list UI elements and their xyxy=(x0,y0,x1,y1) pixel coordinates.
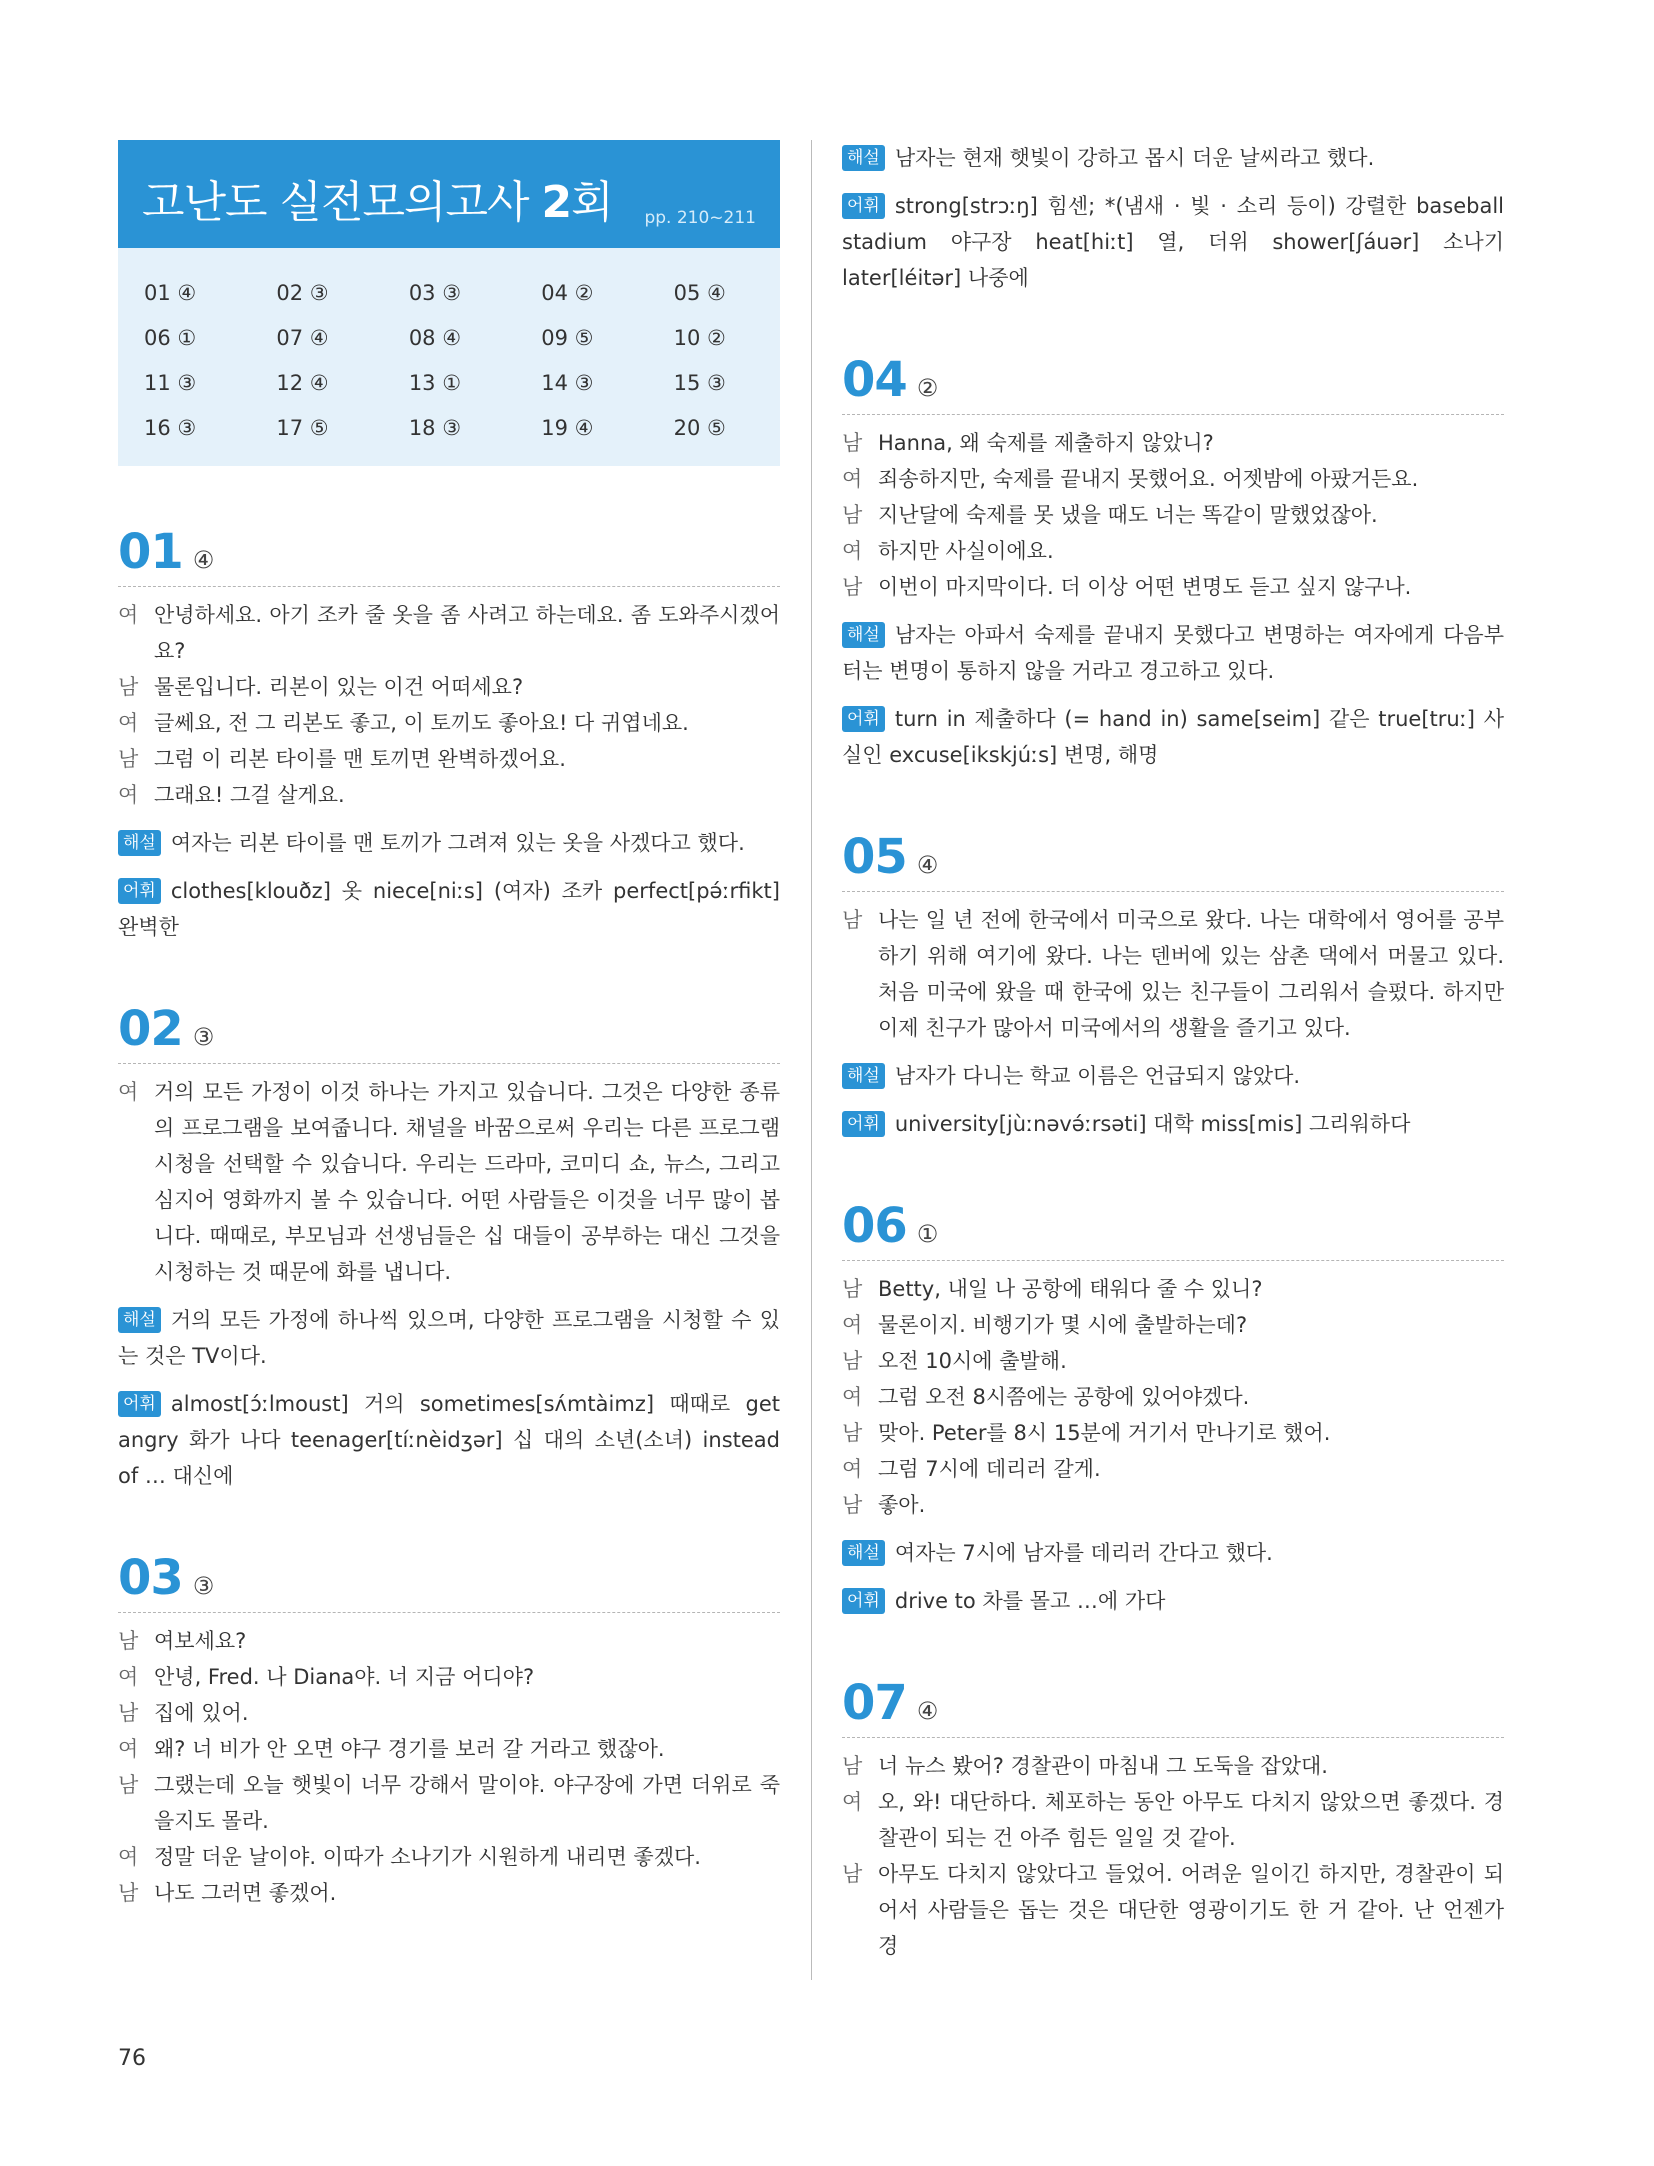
question-section xyxy=(118,524,780,945)
note-paragraph xyxy=(842,1058,1504,1094)
question-number xyxy=(118,1550,780,1613)
dialogue-line xyxy=(118,1875,780,1911)
answer-cell: 12 ④ xyxy=(276,370,329,395)
note-text: university[jùːnəvə́ːrsəti] 대학 miss[mis] 그리워하다 xyxy=(894,1112,1411,1136)
dialogue-line xyxy=(842,569,1504,605)
dialogue-text: 거의 모든 가정이 이것 하나는 가지고 있습니다. 그것은 다양한 종류의 프로그램을 보여줍니다. 채널을 바꿈으로써 우리는 다른 프로그램 시청을 선택할 수 있습니다. 우리는 드라마, 코미디 쇼, 뉴스, 그리고 심지어 영화까지 볼 수 있습니다. 어떤 사람들은 이것을 너무 많이 봅니다. 때때로, 부모님과 선생님들은 십 대들이 공부하는 대신 그것을 시청하는 것 때문에 화를 냅니다. xyxy=(154,1080,780,1284)
answer-mark: ④ xyxy=(192,546,215,574)
speaker-label: 여 xyxy=(118,1737,139,1761)
explanation-badge: 해설 xyxy=(118,1307,161,1333)
speaker-label: 남 xyxy=(842,575,863,599)
question-section xyxy=(118,1550,780,1911)
dialogue-line xyxy=(842,1748,1504,1784)
left-column xyxy=(118,140,780,1911)
test-header xyxy=(118,140,780,248)
note-text: 남자는 현재 햇빛이 강하고 몹시 더운 날씨라고 했다. xyxy=(894,146,1375,170)
dialogue-text: Betty, 내일 나 공항에 태워다 줄 수 있니? xyxy=(878,1277,1263,1301)
question-number-text: 04 xyxy=(842,352,907,408)
question-number xyxy=(118,524,780,587)
speaker-label: 남 xyxy=(842,1493,863,1517)
question-number-text: 01 xyxy=(118,524,183,580)
vocabulary-badge: 어휘 xyxy=(842,1111,885,1137)
note-text: drive to 차를 몰고 …에 가다 xyxy=(894,1589,1166,1613)
dialogue-line xyxy=(842,533,1504,569)
speaker-label: 남 xyxy=(118,1701,139,1725)
dialogue-line xyxy=(118,777,780,813)
explanation-badge: 해설 xyxy=(842,145,885,171)
dialogue-line xyxy=(842,1379,1504,1415)
speaker-label: 여 xyxy=(842,1313,863,1337)
answer-row xyxy=(118,360,780,405)
answer-cell: 19 ④ xyxy=(541,415,594,440)
question-number xyxy=(842,1675,1504,1738)
dialogue-line xyxy=(842,1856,1504,1964)
note-text: 남자가 다니는 학교 이름은 언급되지 않았다. xyxy=(894,1064,1301,1088)
answer-mark: ③ xyxy=(192,1023,215,1051)
column-divider xyxy=(811,140,812,1980)
answer-cell: 14 ③ xyxy=(541,370,594,395)
speaker-label: 여 xyxy=(118,1080,139,1104)
dialogue-text: 여보세요? xyxy=(154,1629,247,1653)
dialogue-line xyxy=(118,1659,780,1695)
answer-cell: 16 ③ xyxy=(144,415,197,440)
dialogue-line xyxy=(842,1271,1504,1307)
dialogue-line xyxy=(842,1487,1504,1523)
speaker-label: 남 xyxy=(118,1881,139,1905)
dialogue-line xyxy=(842,1784,1504,1856)
question-number-text: 06 xyxy=(842,1198,907,1254)
dialogue-text: 물론입니다. 리본이 있는 이건 어떠세요? xyxy=(154,675,524,699)
speaker-label: 남 xyxy=(118,675,139,699)
speaker-label: 남 xyxy=(842,1754,863,1778)
vocabulary-badge: 어휘 xyxy=(842,193,885,219)
q03-notes xyxy=(842,140,1504,296)
question-number-text: 03 xyxy=(118,1550,183,1606)
speaker-label: 남 xyxy=(118,1629,139,1653)
question-number xyxy=(842,1198,1504,1261)
question-section xyxy=(842,1675,1504,1964)
note-text: clothes[klouðz] 옷 niece[niːs] (여자) 조카 perfect[pə́ːrfikt] 완벽한 xyxy=(118,879,780,939)
explanation-badge: 해설 xyxy=(842,1540,885,1566)
dialogue-line xyxy=(842,425,1504,461)
left-sections xyxy=(118,524,780,1911)
dialogue-text: 죄송하지만, 숙제를 끝내지 못했어요. 어젯밤에 아팠거든요. xyxy=(878,467,1419,491)
answer-mark: ④ xyxy=(916,1697,939,1725)
right-sections xyxy=(842,352,1504,1964)
note-paragraph xyxy=(118,1386,780,1494)
dialogue-line xyxy=(118,1074,780,1290)
note-text: strong[strɔːŋ] 힘센; *(냄새 · 빛 · 소리 등이) 강렬한 baseball stadium 야구장 heat[hiːt] 열, 더위 shower[ʃáuər] 소나기 later[léitər] 나중에 xyxy=(842,194,1504,290)
speaker-label: 여 xyxy=(842,539,863,563)
dialogue-text: 안녕하세요. 아기 조카 줄 옷을 좀 사려고 하는데요. 좀 도와주시겠어요? xyxy=(154,603,780,663)
answer-cell: 05 ④ xyxy=(673,280,726,305)
speaker-label: 남 xyxy=(842,908,863,932)
answer-key xyxy=(118,248,780,466)
question-number xyxy=(842,829,1504,892)
dialogue-text: 지난달에 숙제를 못 냈을 때도 너는 똑같이 말했었잖아. xyxy=(878,503,1378,527)
vocabulary-badge: 어휘 xyxy=(118,878,161,904)
vocabulary-badge: 어휘 xyxy=(842,706,885,732)
dialogue-text: 좋아. xyxy=(878,1493,926,1517)
dialogue-line xyxy=(118,1695,780,1731)
dialogue-line xyxy=(118,741,780,777)
note-paragraph xyxy=(118,825,780,861)
question-number-text: 07 xyxy=(842,1675,907,1731)
answer-cell: 07 ④ xyxy=(276,325,329,350)
dialogue-text: 안녕, Fred. 나 Diana야. 너 지금 어디야? xyxy=(154,1665,535,1689)
dialogue-text: 오전 10시에 출발해. xyxy=(878,1349,1067,1373)
dialogue-text: 그럼 오전 8시쯤에는 공항에 있어야겠다. xyxy=(878,1385,1250,1409)
vocabulary-badge: 어휘 xyxy=(118,1391,161,1417)
answer-cell: 01 ④ xyxy=(144,280,197,305)
note-paragraph xyxy=(842,140,1504,176)
answer-cell: 20 ⑤ xyxy=(673,415,726,440)
note-text: almost[ɔ́ːlmoust] 거의 sometimes[sʌ́mtàimz] 때때로 get angry 화가 나다 teenager[tíːnèidʒər] 십 대의 소년(소녀) instead of … 대신에 xyxy=(118,1392,780,1488)
dialogue-text: 그랬는데 오늘 햇빛이 너무 강해서 말이야. 야구장에 가면 더위로 죽을지도 몰라. xyxy=(154,1773,780,1833)
answer-cell: 04 ② xyxy=(541,280,594,305)
speaker-label: 여 xyxy=(118,603,139,627)
dialogue-text: 그럼 7시에 데리러 갈게. xyxy=(878,1457,1101,1481)
speaker-label: 남 xyxy=(842,1349,863,1373)
answer-row xyxy=(118,315,780,360)
dialogue-text: 너 뉴스 봤어? 경찰관이 마침내 그 도둑을 잡았대. xyxy=(878,1754,1328,1778)
dialogue-line xyxy=(842,902,1504,1046)
answer-cell: 17 ⑤ xyxy=(276,415,329,440)
answer-cell: 18 ③ xyxy=(408,415,462,440)
dialogue-line xyxy=(842,497,1504,533)
explanation-badge: 해설 xyxy=(118,830,161,856)
dialogue-text: 정말 더운 날이야. 이따가 소나기가 시원하게 내리면 좋겠다. xyxy=(154,1845,701,1869)
page-number: 76 xyxy=(118,2046,146,2071)
speaker-label: 여 xyxy=(118,783,139,807)
dialogue-line xyxy=(842,1343,1504,1379)
dialogue-text: Hanna, 왜 숙제를 제출하지 않았니? xyxy=(878,431,1214,455)
dialogue-line xyxy=(118,1731,780,1767)
answer-cell: 11 ③ xyxy=(144,370,197,395)
dialogue-text: 그래요! 그걸 살게요. xyxy=(154,783,345,807)
dialogue-line xyxy=(118,1623,780,1659)
answer-cell: 03 ③ xyxy=(408,280,462,305)
answer-mark: ① xyxy=(916,1220,939,1248)
question-number-text: 02 xyxy=(118,1001,183,1057)
dialogue-line xyxy=(118,1767,780,1839)
answer-cell: 02 ③ xyxy=(276,280,329,305)
explanation-badge: 해설 xyxy=(842,622,885,648)
note-paragraph xyxy=(118,1302,780,1374)
answer-row xyxy=(118,405,780,450)
question-section xyxy=(842,352,1504,773)
answer-row xyxy=(118,270,780,315)
answer-cell: 09 ⑤ xyxy=(541,325,594,350)
note-paragraph xyxy=(118,873,780,945)
answer-cell: 15 ③ xyxy=(673,370,726,395)
speaker-label: 여 xyxy=(842,467,863,491)
note-paragraph xyxy=(842,617,1504,689)
note-text: 여자는 리본 타이를 맨 토끼가 그려져 있는 옷을 사겠다고 했다. xyxy=(170,831,745,855)
dialogue-text: 오, 와! 대단하다. 체포하는 동안 아무도 다치지 않았으면 좋겠다. 경찰관이 되는 건 아주 힘든 일일 것 같아. xyxy=(878,1790,1504,1850)
dialogue-line xyxy=(842,461,1504,497)
speaker-label: 여 xyxy=(842,1385,863,1409)
dialogue-text: 이번이 마지막이다. 더 이상 어떤 변명도 듣고 싶지 않구나. xyxy=(878,575,1412,599)
answer-mark: ④ xyxy=(916,851,939,879)
answer-mark: ③ xyxy=(192,1572,215,1600)
question-number xyxy=(842,352,1504,415)
speaker-label: 여 xyxy=(842,1790,863,1814)
dialogue-line xyxy=(118,597,780,669)
speaker-label: 남 xyxy=(842,503,863,527)
dialogue-text: 맞아. Peter를 8시 15분에 거기서 만나기로 했어. xyxy=(878,1421,1331,1445)
dialogue-line xyxy=(118,1839,780,1875)
dialogue-line xyxy=(118,705,780,741)
dialogue-line xyxy=(842,1451,1504,1487)
answer-cell: 13 ① xyxy=(408,370,462,395)
page-reference: pp. 210~211 xyxy=(644,208,756,228)
speaker-label: 남 xyxy=(118,1773,139,1797)
dialogue-text: 글쎄요, 전 그 리본도 좋고, 이 토끼도 좋아요! 다 귀엽네요. xyxy=(154,711,689,735)
note-paragraph xyxy=(842,1535,1504,1571)
speaker-label: 여 xyxy=(118,1845,139,1869)
answer-cell: 10 ② xyxy=(673,325,726,350)
speaker-label: 남 xyxy=(842,1421,863,1445)
vocabulary-badge: 어휘 xyxy=(842,1588,885,1614)
dialogue-text: 왜? 너 비가 안 오면 야구 경기를 보러 갈 거라고 했잖아. xyxy=(154,1737,665,1761)
dialogue-line xyxy=(842,1307,1504,1343)
speaker-label: 남 xyxy=(842,431,863,455)
question-section xyxy=(842,829,1504,1142)
dialogue-text: 집에 있어. xyxy=(154,1701,249,1725)
note-paragraph xyxy=(842,1583,1504,1619)
explanation-badge: 해설 xyxy=(842,1063,885,1089)
answer-mark: ② xyxy=(916,374,939,402)
speaker-label: 남 xyxy=(842,1277,863,1301)
note-paragraph xyxy=(842,188,1504,296)
answer-cell: 08 ④ xyxy=(408,325,462,350)
note-paragraph xyxy=(842,1106,1504,1142)
speaker-label: 남 xyxy=(118,747,139,771)
question-section xyxy=(118,1001,780,1494)
dialogue-text: 물론이지. 비행기가 몇 시에 출발하는데? xyxy=(878,1313,1248,1337)
note-text: 여자는 7시에 남자를 데리러 간다고 했다. xyxy=(894,1541,1273,1565)
question-number xyxy=(118,1001,780,1064)
note-text: 거의 모든 가정에 하나씩 있으며, 다양한 프로그램을 시청할 수 있는 것은 TV이다. xyxy=(118,1308,780,1368)
dialogue-text: 그럼 이 리본 타이를 맨 토끼면 완벽하겠어요. xyxy=(154,747,566,771)
note-text: 남자는 아파서 숙제를 끝내지 못했다고 변명하는 여자에게 다음부터는 변명이 통하지 않을 거라고 경고하고 있다. xyxy=(842,623,1504,683)
right-column xyxy=(842,140,1504,1964)
answer-cell: 06 ① xyxy=(144,325,197,350)
speaker-label: 여 xyxy=(118,711,139,735)
speaker-label: 여 xyxy=(118,1665,139,1689)
dialogue-text: 아무도 다치지 않았다고 들었어. 어려운 일이긴 하지만, 경찰관이 되어서 사람들은 돕는 것은 대단한 영광이기도 한 거 같아. 난 언젠가 경 xyxy=(878,1862,1504,1958)
question-section xyxy=(842,1198,1504,1619)
note-paragraph xyxy=(842,701,1504,773)
dialogue-text: 하지만 사실이에요. xyxy=(878,539,1054,563)
dialogue-text: 나는 일 년 전에 한국에서 미국으로 왔다. 나는 대학에서 영어를 공부하기 위해 여기에 왔다. 나는 덴버에 있는 삼촌 댁에서 머물고 있다. 처음 미국에 왔을 때 한국에 있는 친구들이 그리워서 슬펐다. 하지만 이제 친구가 많아서 미국에서의 생활을 즐기고 있다. xyxy=(878,908,1504,1040)
dialogue-line xyxy=(118,669,780,705)
note-text: turn in 제출하다 (= hand in) same[seim] 같은 true[truː] 사실인 excuse[ikskjúːs] 변명, 해명 xyxy=(842,707,1504,767)
speaker-label: 여 xyxy=(842,1457,863,1481)
speaker-label: 남 xyxy=(842,1862,863,1886)
question-number-text: 05 xyxy=(842,829,907,885)
test-title: 고난도 실전모의고사 2회 xyxy=(142,177,613,228)
dialogue-text: 나도 그러면 좋겠어. xyxy=(154,1881,337,1905)
dialogue-line xyxy=(842,1415,1504,1451)
